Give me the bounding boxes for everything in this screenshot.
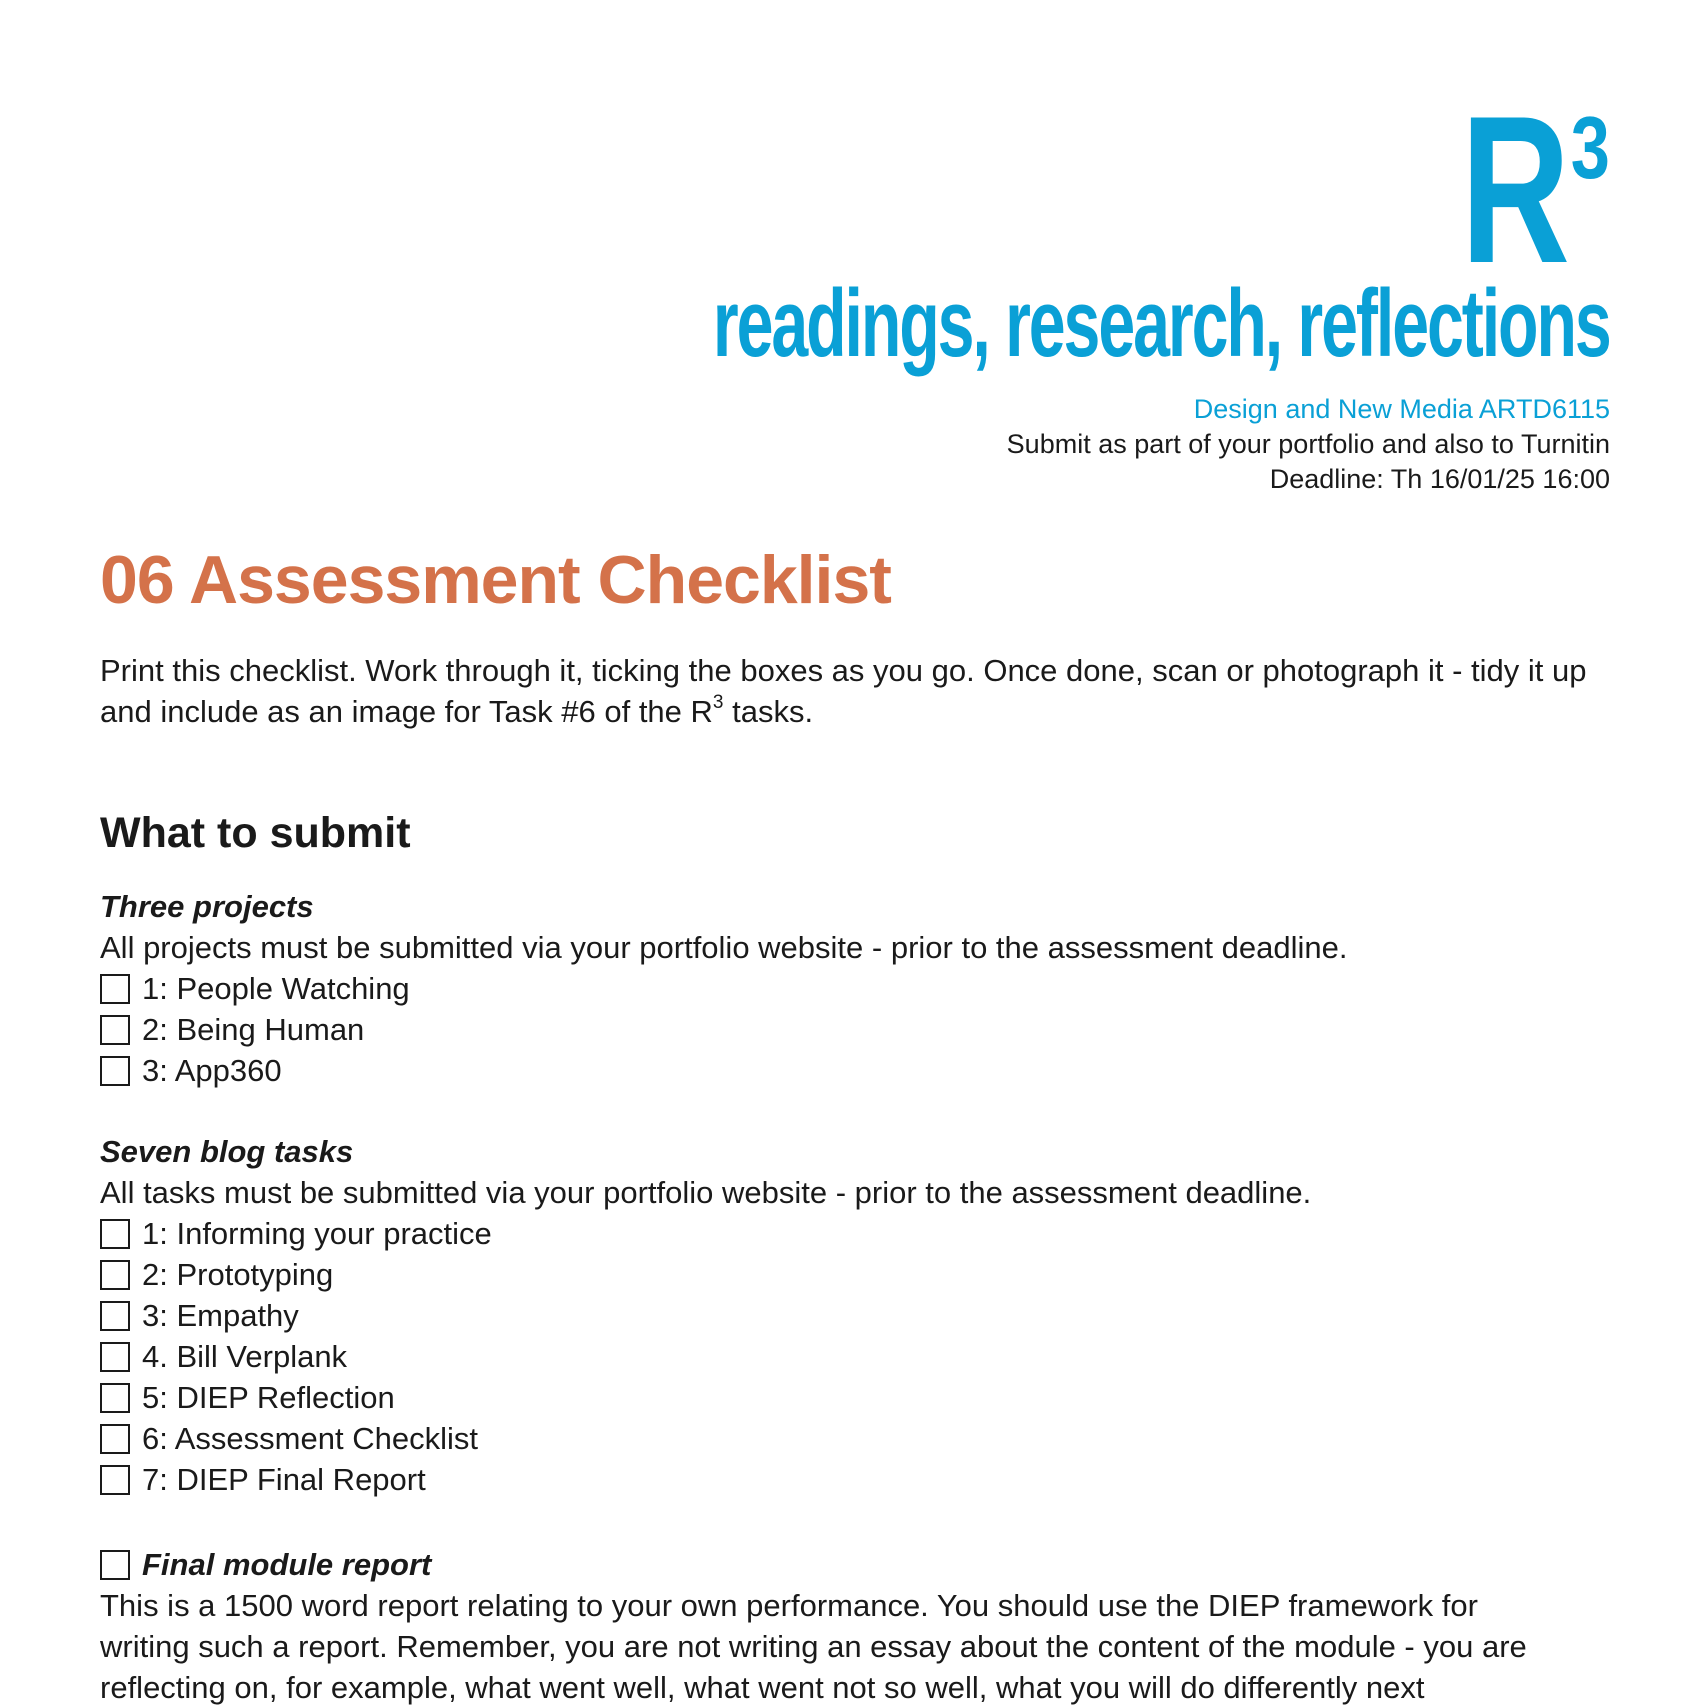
checklist-item xyxy=(100,1009,1620,1050)
checkbox[interactable] xyxy=(100,1015,130,1045)
final-report-section xyxy=(100,1544,1620,1708)
checklist-item xyxy=(100,1377,1620,1418)
final-report-heading: Final module report xyxy=(142,1547,432,1582)
projects-heading: Three projects xyxy=(100,889,314,924)
final-report-row xyxy=(100,1544,1620,1585)
projects-checklist xyxy=(100,968,1620,1091)
checklist-label: 2: Prototyping xyxy=(142,1257,334,1292)
projects-section xyxy=(100,886,1620,1091)
checkbox[interactable] xyxy=(100,1219,130,1249)
course-name: Design and New Media ARTD6115 xyxy=(1193,394,1610,424)
checklist-label: 6: Assessment Checklist xyxy=(142,1421,478,1456)
checkbox[interactable] xyxy=(100,1301,130,1331)
main-content xyxy=(100,540,1620,1708)
checklist-label: 3: Empathy xyxy=(142,1298,299,1333)
checklist-item xyxy=(100,1295,1620,1336)
checklist-label: 7: DIEP Final Report xyxy=(142,1462,426,1497)
checklist-label: 3: App360 xyxy=(142,1053,282,1088)
checkbox[interactable] xyxy=(100,1260,130,1290)
checklist-item xyxy=(100,1459,1620,1500)
projects-description: All projects must be submitted via your portfolio website - prior to the assessment deadline. xyxy=(100,930,1348,965)
checkbox[interactable] xyxy=(100,1056,130,1086)
checklist-item xyxy=(100,1418,1620,1459)
page-title: 06 Assessment Checklist xyxy=(100,542,891,618)
deadline: Deadline: Th 16/01/25 16:00 xyxy=(1269,464,1610,494)
intro-superscript: 3 xyxy=(712,692,724,713)
checklist-label: 5: DIEP Reflection xyxy=(142,1380,395,1415)
checklist-label: 1: Informing your practice xyxy=(142,1216,492,1251)
checklist-label: 1: People Watching xyxy=(142,971,410,1006)
checklist-item xyxy=(100,1213,1620,1254)
logo-tagline: readings, research, reflections xyxy=(713,270,1610,377)
checkbox[interactable] xyxy=(100,1550,130,1580)
blog-tasks-description: All tasks must be submitted via your portfolio website - prior to the assessment deadline. xyxy=(100,1175,1312,1210)
r3-logo xyxy=(410,72,1610,380)
checklist-item xyxy=(100,968,1620,1009)
logo-superscript: 3 xyxy=(1570,98,1610,197)
logo-letter: R xyxy=(1461,72,1566,307)
checklist-item xyxy=(100,1336,1620,1377)
blog-tasks-section xyxy=(100,1131,1620,1500)
checkbox[interactable] xyxy=(100,1424,130,1454)
blog-tasks-heading: Seven blog tasks xyxy=(100,1134,354,1169)
checkbox[interactable] xyxy=(100,974,130,1004)
intro-text-end: tasks. xyxy=(723,694,814,729)
checkbox[interactable] xyxy=(100,1383,130,1413)
intro-text: Print this checklist. Work through it, ticking the boxes as you go. Once done, scan or photograph it - tidy it up and include as an image for Task #6 of the R xyxy=(100,653,1587,729)
final-report-text: This is a 1500 word report relating to your own performance. You should use the DIEP framework for writing such a report. Remember, you are not writing an essay about the content of the module - you are reflecting on, for example, what went well, what went not so well, what you will do differently next xyxy=(100,1588,1527,1705)
course-meta xyxy=(1007,392,1610,497)
checklist-label: 4. Bill Verplank xyxy=(142,1339,348,1374)
intro-paragraph xyxy=(100,650,1620,732)
submit-note: Submit as part of your portfolio and also to Turnitin xyxy=(1006,429,1610,459)
checkbox[interactable] xyxy=(100,1465,130,1495)
checklist-item xyxy=(100,1254,1620,1295)
checklist-label: 2: Being Human xyxy=(142,1012,365,1047)
checkbox[interactable] xyxy=(100,1342,130,1372)
section-heading: What to submit xyxy=(100,809,411,857)
blog-tasks-checklist xyxy=(100,1213,1620,1500)
checklist-item xyxy=(100,1050,1620,1091)
